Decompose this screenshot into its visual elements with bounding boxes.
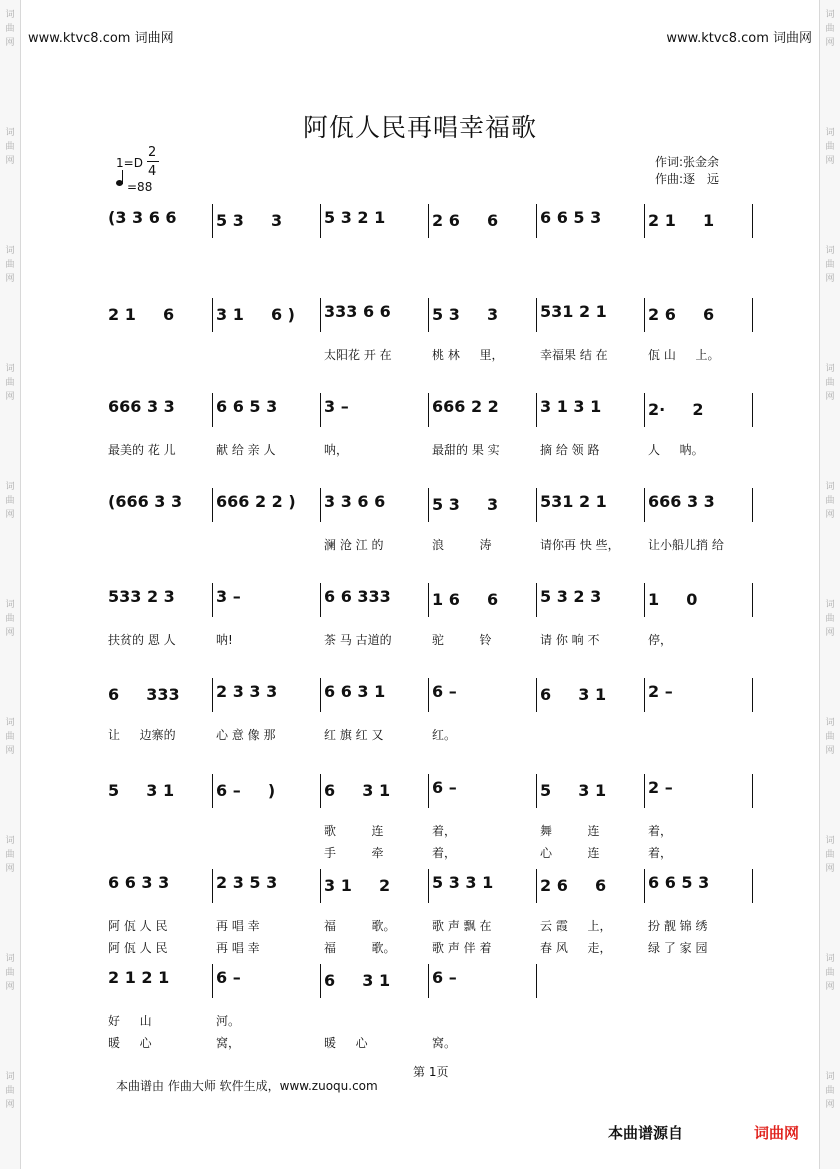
- measure-notes: 6 3 1: [324, 971, 391, 990]
- measure-notes: 2 1 6: [108, 305, 175, 324]
- page-number: 第 1页: [413, 1065, 449, 1079]
- bar-line: [644, 774, 645, 808]
- measure-notes: 2 6 6: [540, 876, 607, 895]
- measure-notes: 6 6 3 3: [108, 873, 170, 892]
- lyric-segment: 歌 连: [324, 824, 384, 838]
- left-watermark-mark: 词 曲 网: [5, 10, 15, 48]
- measure-notes: 5 3 3: [216, 211, 283, 230]
- lyric-segment: 太阳花 开 在: [324, 348, 392, 362]
- bar-line: [536, 583, 537, 617]
- lyric-segment: 请你再 快 些，: [540, 538, 620, 552]
- lyric-segment: 窝，: [216, 1036, 241, 1050]
- measure-notes: 533 2 3: [108, 587, 175, 606]
- bar-line: [212, 298, 213, 332]
- lyric-segment: 心 连: [540, 846, 600, 860]
- lyric-segment: 呐，: [324, 443, 349, 457]
- lyric-segment: 春 风 走，: [540, 941, 612, 955]
- song-title: 阿佤人民再唱幸福歌: [302, 113, 537, 142]
- bar-line: [428, 583, 429, 617]
- lyric-segment: 暖 心: [324, 1036, 368, 1050]
- measure-notes: 5 3 2 3: [540, 587, 602, 606]
- bar-line: [428, 774, 429, 808]
- bar-line: [752, 393, 753, 427]
- source-label: 本曲谱源自: [608, 1124, 684, 1142]
- bar-line: [536, 774, 537, 808]
- score-system: [104, 488, 752, 522]
- lyric-line: [104, 917, 752, 933]
- bar-line: [536, 488, 537, 522]
- lyric-line: [104, 441, 752, 457]
- lyric-segment: 澜 沧 江 的: [324, 538, 384, 552]
- right-watermark-mark: 词 曲 网: [825, 600, 835, 638]
- lyric-segment: 歌 声 飘 在: [432, 919, 492, 933]
- key-signature: 1=D: [116, 156, 143, 170]
- measure-notes: 3 –: [216, 587, 241, 606]
- bar-line: [752, 488, 753, 522]
- bar-line: [320, 583, 321, 617]
- lyric-segment: 摘 给 领 路: [540, 443, 600, 457]
- measure-notes: 5 3 3: [432, 305, 499, 324]
- right-watermark-mark: 词 曲 网: [825, 718, 835, 756]
- header-site-right[interactable]: www.ktvc8.com 词曲网: [666, 31, 812, 46]
- lyric-segment: 茶 马 古道的: [324, 633, 392, 647]
- measure-notes: 666 3 3: [648, 492, 715, 511]
- left-watermark-mark: 词 曲 网: [5, 364, 15, 402]
- measure-notes: 2 –: [648, 778, 673, 797]
- lyric-segment: 停，: [648, 633, 673, 647]
- lyric-segment: 扮 靓 锦 绣: [648, 919, 708, 933]
- measure-notes: 6 6 5 3: [216, 397, 278, 416]
- measure-notes: 3 1 3 1: [540, 397, 602, 416]
- measure-notes: 6 –: [432, 968, 457, 987]
- lyric-segment: 让小船儿捎 给: [648, 538, 724, 552]
- measure-notes: 666 3 3: [108, 397, 175, 416]
- lyric-segment: 绿 了 家 园: [648, 941, 708, 955]
- lyric-segment: 着，: [648, 846, 673, 860]
- right-watermark-mark: 词 曲 网: [825, 1072, 835, 1110]
- score-system: [104, 583, 752, 617]
- measure-notes: 5 3 1: [108, 781, 175, 800]
- bar-line: [644, 298, 645, 332]
- lyric-segment: 舞 连: [540, 824, 600, 838]
- bar-line: [212, 678, 213, 712]
- time-signature-line: [147, 161, 159, 162]
- lyric-line: [104, 726, 752, 742]
- bar-line: [536, 678, 537, 712]
- lyric-segment: 阿 佤 人 民: [108, 941, 168, 955]
- score-system: [104, 869, 752, 903]
- right-watermark-mark: 词 曲 网: [825, 10, 835, 48]
- lyric-segment: 再 唱 幸: [216, 919, 260, 933]
- bar-line: [644, 393, 645, 427]
- right-watermark-mark: 词 曲 网: [825, 954, 835, 992]
- measure-notes: 2 1 1: [648, 211, 715, 230]
- bar-line: [644, 488, 645, 522]
- lyric-segment: 人 呐。: [648, 443, 704, 457]
- bar-line: [320, 774, 321, 808]
- bar-line: [212, 774, 213, 808]
- bar-line: [536, 964, 537, 998]
- lyric-segment: 歌 声 伴 着: [432, 941, 492, 955]
- bar-line: [752, 869, 753, 903]
- right-watermark-mark: 词 曲 网: [825, 246, 835, 284]
- bar-line: [536, 298, 537, 332]
- score-system: [104, 204, 752, 238]
- measure-notes: 6 333: [108, 685, 180, 704]
- bar-line: [644, 583, 645, 617]
- measure-notes: 666 2 2 ): [216, 492, 296, 511]
- lyric-segment: 福 歌。: [324, 941, 396, 955]
- bar-line: [212, 204, 213, 238]
- lyric-segment: 呐!: [216, 633, 233, 647]
- lyric-segment: 好 山: [108, 1014, 152, 1028]
- left-watermark-mark: 词 曲 网: [5, 246, 15, 284]
- time-signature-top: 2: [148, 145, 157, 160]
- bar-line: [320, 393, 321, 427]
- bar-line: [212, 393, 213, 427]
- bar-line: [428, 678, 429, 712]
- lyric-segment: 福 歌。: [324, 919, 396, 933]
- score-system: [104, 678, 752, 712]
- bar-line: [536, 393, 537, 427]
- bar-line: [320, 298, 321, 332]
- lyric-segment: 红。: [432, 728, 457, 742]
- bar-line: [428, 393, 429, 427]
- lyric-segment: 心 意 像 那: [216, 728, 276, 742]
- lyric-segment: 桃 林 里，: [432, 348, 504, 362]
- score-system: [104, 964, 752, 998]
- bar-line: [212, 583, 213, 617]
- measure-notes: 3 –: [324, 397, 349, 416]
- left-watermark-mark: 词 曲 网: [5, 1072, 15, 1110]
- bar-line: [536, 869, 537, 903]
- left-watermark-mark: 词 曲 网: [5, 954, 15, 992]
- bar-line: [752, 298, 753, 332]
- time-signature-bottom: 4: [148, 164, 157, 179]
- lyric-line: [104, 822, 752, 838]
- bar-line: [752, 774, 753, 808]
- right-watermark-mark: 词 曲 网: [825, 836, 835, 874]
- bar-line: [428, 204, 429, 238]
- lyric-segment: 着，: [648, 824, 673, 838]
- measure-notes: 531 2 1: [540, 492, 607, 511]
- measure-notes: 2 –: [648, 682, 673, 701]
- left-watermark-mark: 词 曲 网: [5, 836, 15, 874]
- lyric-segment: 河。: [216, 1014, 241, 1028]
- bar-line: [536, 204, 537, 238]
- measure-notes: 6 –: [216, 968, 241, 987]
- score-system: [104, 774, 752, 808]
- measure-notes: 2 3 5 3: [216, 873, 278, 892]
- lyric-segment: 阿 佤 人 民: [108, 919, 168, 933]
- bar-line: [212, 488, 213, 522]
- bar-line: [752, 204, 753, 238]
- measure-notes: 3 1 6 ): [216, 305, 295, 324]
- measure-notes: 6 – ): [216, 781, 276, 800]
- lyric-segment: 扶贫的 恩 人: [108, 633, 176, 647]
- lyric-line: [104, 631, 752, 647]
- lyric-segment: 浪 涛: [432, 538, 492, 552]
- measure-notes: 6 –: [432, 682, 457, 701]
- header-site-left[interactable]: www.ktvc8.com 词曲网: [28, 31, 174, 46]
- left-watermark-mark: 词 曲 网: [5, 600, 15, 638]
- lyric-segment: 献 给 亲 人: [216, 443, 276, 457]
- bar-line: [212, 869, 213, 903]
- measure-notes: 6 6 3 1: [324, 682, 386, 701]
- measure-notes: 3 1 2: [324, 876, 391, 895]
- bar-line: [212, 964, 213, 998]
- source-site-link[interactable]: 词曲网: [754, 1124, 800, 1142]
- bar-line: [320, 204, 321, 238]
- bar-line: [320, 964, 321, 998]
- measure-notes: 666 2 2: [432, 397, 499, 416]
- bar-line: [428, 488, 429, 522]
- measure-notes: 6 6 333: [324, 587, 391, 606]
- measure-notes: (666 3 3: [108, 492, 183, 511]
- right-watermark-mark: 词 曲 网: [825, 364, 835, 402]
- measure-notes: 6 3 1: [324, 781, 391, 800]
- bar-line: [428, 964, 429, 998]
- lyric-line: [104, 939, 752, 955]
- lyric-segment: 着，: [432, 846, 457, 860]
- left-watermark-mark: 词 曲 网: [5, 718, 15, 756]
- bar-line: [752, 678, 753, 712]
- bar-line: [752, 583, 753, 617]
- bar-line: [428, 298, 429, 332]
- measure-notes: (3 3 6 6: [108, 208, 177, 227]
- lyric-segment: 驼 铃: [432, 633, 492, 647]
- bar-line: [644, 678, 645, 712]
- bar-line: [644, 204, 645, 238]
- bar-line: [320, 869, 321, 903]
- right-watermark-mark: 词 曲 网: [825, 482, 835, 520]
- measure-notes: 2· 2: [648, 400, 704, 419]
- bar-line: [320, 488, 321, 522]
- measure-notes: 2 6 6: [648, 305, 715, 324]
- lyric-segment: 窝。: [432, 1036, 457, 1050]
- measure-notes: 3 3 6 6: [324, 492, 386, 511]
- measure-notes: 6 6 5 3: [540, 208, 602, 227]
- left-watermark-mark: 词 曲 网: [5, 482, 15, 520]
- lyricist: 作词:张金余: [655, 155, 720, 169]
- lyric-line: [104, 844, 752, 860]
- bar-line: [644, 869, 645, 903]
- measure-notes: 6 3 1: [540, 685, 607, 704]
- measure-notes: 1 6 6: [432, 590, 499, 609]
- left-watermark-mark: 词 曲 网: [5, 128, 15, 166]
- score-system: [104, 298, 752, 332]
- measure-notes: 2 6 6: [432, 211, 499, 230]
- lyric-line: [104, 536, 752, 552]
- lyric-line: [104, 1012, 752, 1028]
- measure-notes: 6 6 5 3: [648, 873, 710, 892]
- generator-note: 本曲谱由 作曲大师 软件生成，www.zuoqu.com: [116, 1079, 378, 1093]
- lyric-segment: 再 唱 幸: [216, 941, 260, 955]
- lyric-line: [104, 346, 752, 362]
- measure-notes: 5 3 3 1: [432, 873, 494, 892]
- lyric-segment: 暖 心: [108, 1036, 152, 1050]
- note-stem: [122, 170, 123, 184]
- measure-notes: 2 1 2 1: [108, 968, 170, 987]
- lyric-segment: 手 牵: [324, 846, 384, 860]
- lyric-segment: 云 霞 上，: [540, 919, 612, 933]
- lyric-segment: 幸福果 结 在: [540, 348, 608, 362]
- measure-notes: 2 3 3 3: [216, 682, 278, 701]
- lyric-segment: 佤 山 上。: [648, 348, 720, 362]
- lyric-segment: 着，: [432, 824, 457, 838]
- bar-line: [428, 869, 429, 903]
- measure-notes: 5 3 1: [540, 781, 607, 800]
- composer: 作曲:逐 远: [655, 172, 720, 186]
- lyric-segment: 请 你 响 不: [540, 633, 600, 647]
- measure-notes: 6 –: [432, 778, 457, 797]
- lyric-segment: 最甜的 果 实: [432, 443, 500, 457]
- lyric-segment: 最美的 花 儿: [108, 443, 176, 457]
- score-system: [104, 393, 752, 427]
- lyric-line: [104, 1034, 752, 1050]
- lyric-segment: 让 边寨的: [108, 728, 176, 742]
- tempo-value: =88: [127, 180, 153, 194]
- bar-line: [320, 678, 321, 712]
- measure-notes: 333 6 6: [324, 302, 391, 321]
- measure-notes: 1 0: [648, 590, 698, 609]
- measure-notes: 5 3 2 1: [324, 208, 386, 227]
- lyric-segment: 红 旗 红 又: [324, 728, 384, 742]
- measure-notes: 531 2 1: [540, 302, 607, 321]
- right-watermark-mark: 词 曲 网: [825, 128, 835, 166]
- measure-notes: 5 3 3: [432, 495, 499, 514]
